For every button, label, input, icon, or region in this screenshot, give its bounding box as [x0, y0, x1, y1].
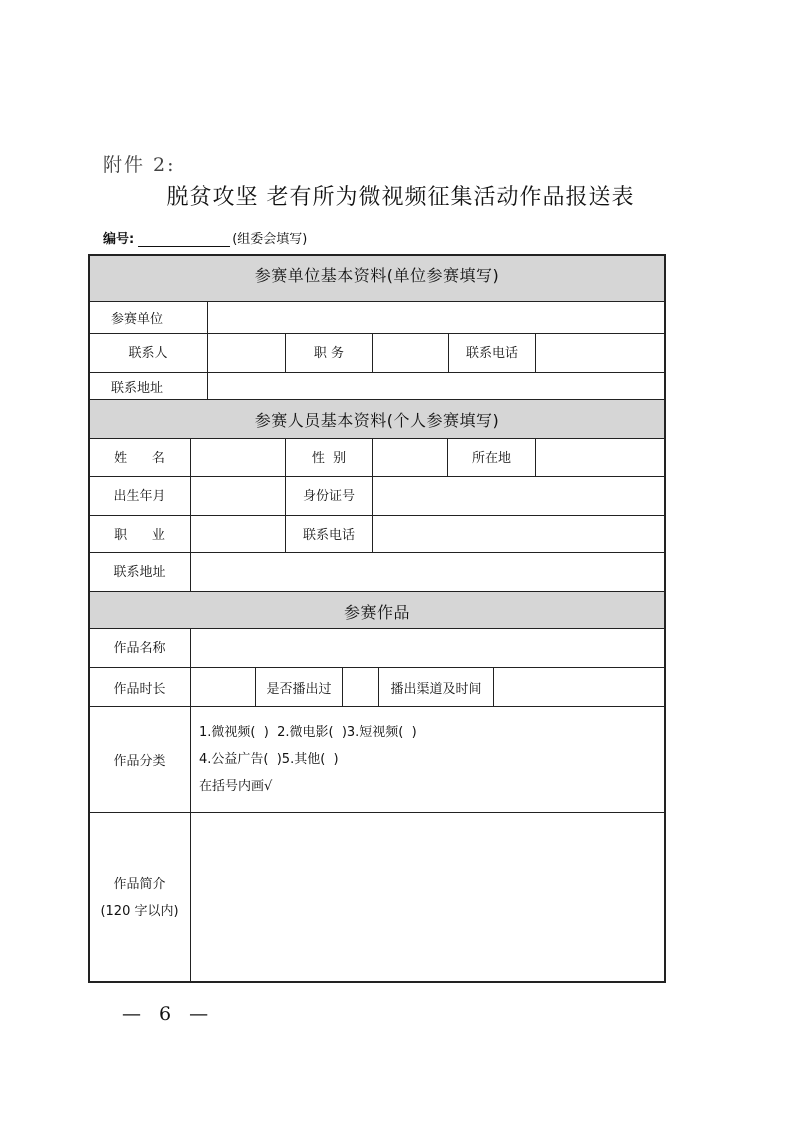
- input-personal-address[interactable]: [190, 552, 666, 592]
- label-personal-phone: 联系电话: [285, 515, 373, 553]
- label-unit-address: 联系地址: [88, 372, 208, 400]
- label-id-number: 身份证号: [285, 476, 373, 516]
- section-personal-info: 参赛人员基本资料(个人参赛填写): [88, 399, 666, 439]
- section-work: 参赛作品: [88, 591, 666, 629]
- category-line-3: 在括号内画√: [199, 779, 273, 794]
- number-blank[interactable]: [138, 232, 230, 247]
- input-personal-phone[interactable]: [372, 515, 666, 553]
- number-row: [103, 228, 307, 247]
- input-gender[interactable]: [372, 438, 448, 477]
- label-gender: 性 别: [285, 438, 373, 477]
- attachment-label: 附件 2:: [103, 154, 176, 176]
- label-unit: 参赛单位: [88, 301, 208, 334]
- label-occupation: 职 业: [88, 515, 191, 553]
- label-duration: 作品时长: [88, 667, 191, 707]
- label-work-title: 作品名称: [88, 628, 191, 668]
- form-title: 脱贫攻坚 老有所为微视频征集活动作品报送表: [166, 185, 635, 210]
- label-birth: 出生年月: [88, 476, 191, 516]
- category-line-1: 1.微视频( ) 2.微电影( )3.短视频( ): [199, 725, 417, 740]
- input-broadcast[interactable]: [342, 667, 379, 707]
- input-position[interactable]: [372, 333, 449, 373]
- label-name: 姓 名: [88, 438, 191, 477]
- number-label: 编号:: [103, 232, 135, 247]
- input-id-number[interactable]: [372, 476, 666, 516]
- label-intro-title: 作品简介: [113, 876, 166, 892]
- label-intro: [88, 812, 191, 983]
- label-broadcast: 是否播出过: [255, 667, 343, 707]
- input-work-title[interactable]: [190, 628, 666, 668]
- input-unit-address[interactable]: [207, 372, 666, 400]
- input-duration[interactable]: [190, 667, 256, 707]
- page-number: — 6 —: [122, 1003, 215, 1025]
- label-position: 职 务: [285, 333, 373, 373]
- label-personal-address: 联系地址: [88, 552, 191, 592]
- number-note: (组委会填写): [232, 232, 308, 247]
- input-unit-phone[interactable]: [535, 333, 666, 373]
- label-contact: 联系人: [88, 333, 208, 373]
- input-contact[interactable]: [207, 333, 286, 373]
- label-location: 所在地: [447, 438, 536, 477]
- label-category: 作品分类: [88, 706, 191, 813]
- category-options[interactable]: [190, 706, 666, 813]
- label-unit-phone: 联系电话: [448, 333, 536, 373]
- input-birth[interactable]: [190, 476, 286, 516]
- input-unit[interactable]: [207, 301, 666, 334]
- label-intro-note: (120 字以内): [100, 903, 179, 919]
- input-intro[interactable]: [190, 812, 666, 983]
- category-line-2: 4.公益广告( )5.其他( ): [199, 752, 339, 767]
- input-location[interactable]: [535, 438, 666, 477]
- label-channel-time: 播出渠道及时间: [378, 667, 494, 707]
- input-channel-time[interactable]: [493, 667, 666, 707]
- input-name[interactable]: [190, 438, 286, 477]
- section-unit-info: 参赛单位基本资料(单位参赛填写): [88, 254, 666, 302]
- input-occupation[interactable]: [190, 515, 286, 553]
